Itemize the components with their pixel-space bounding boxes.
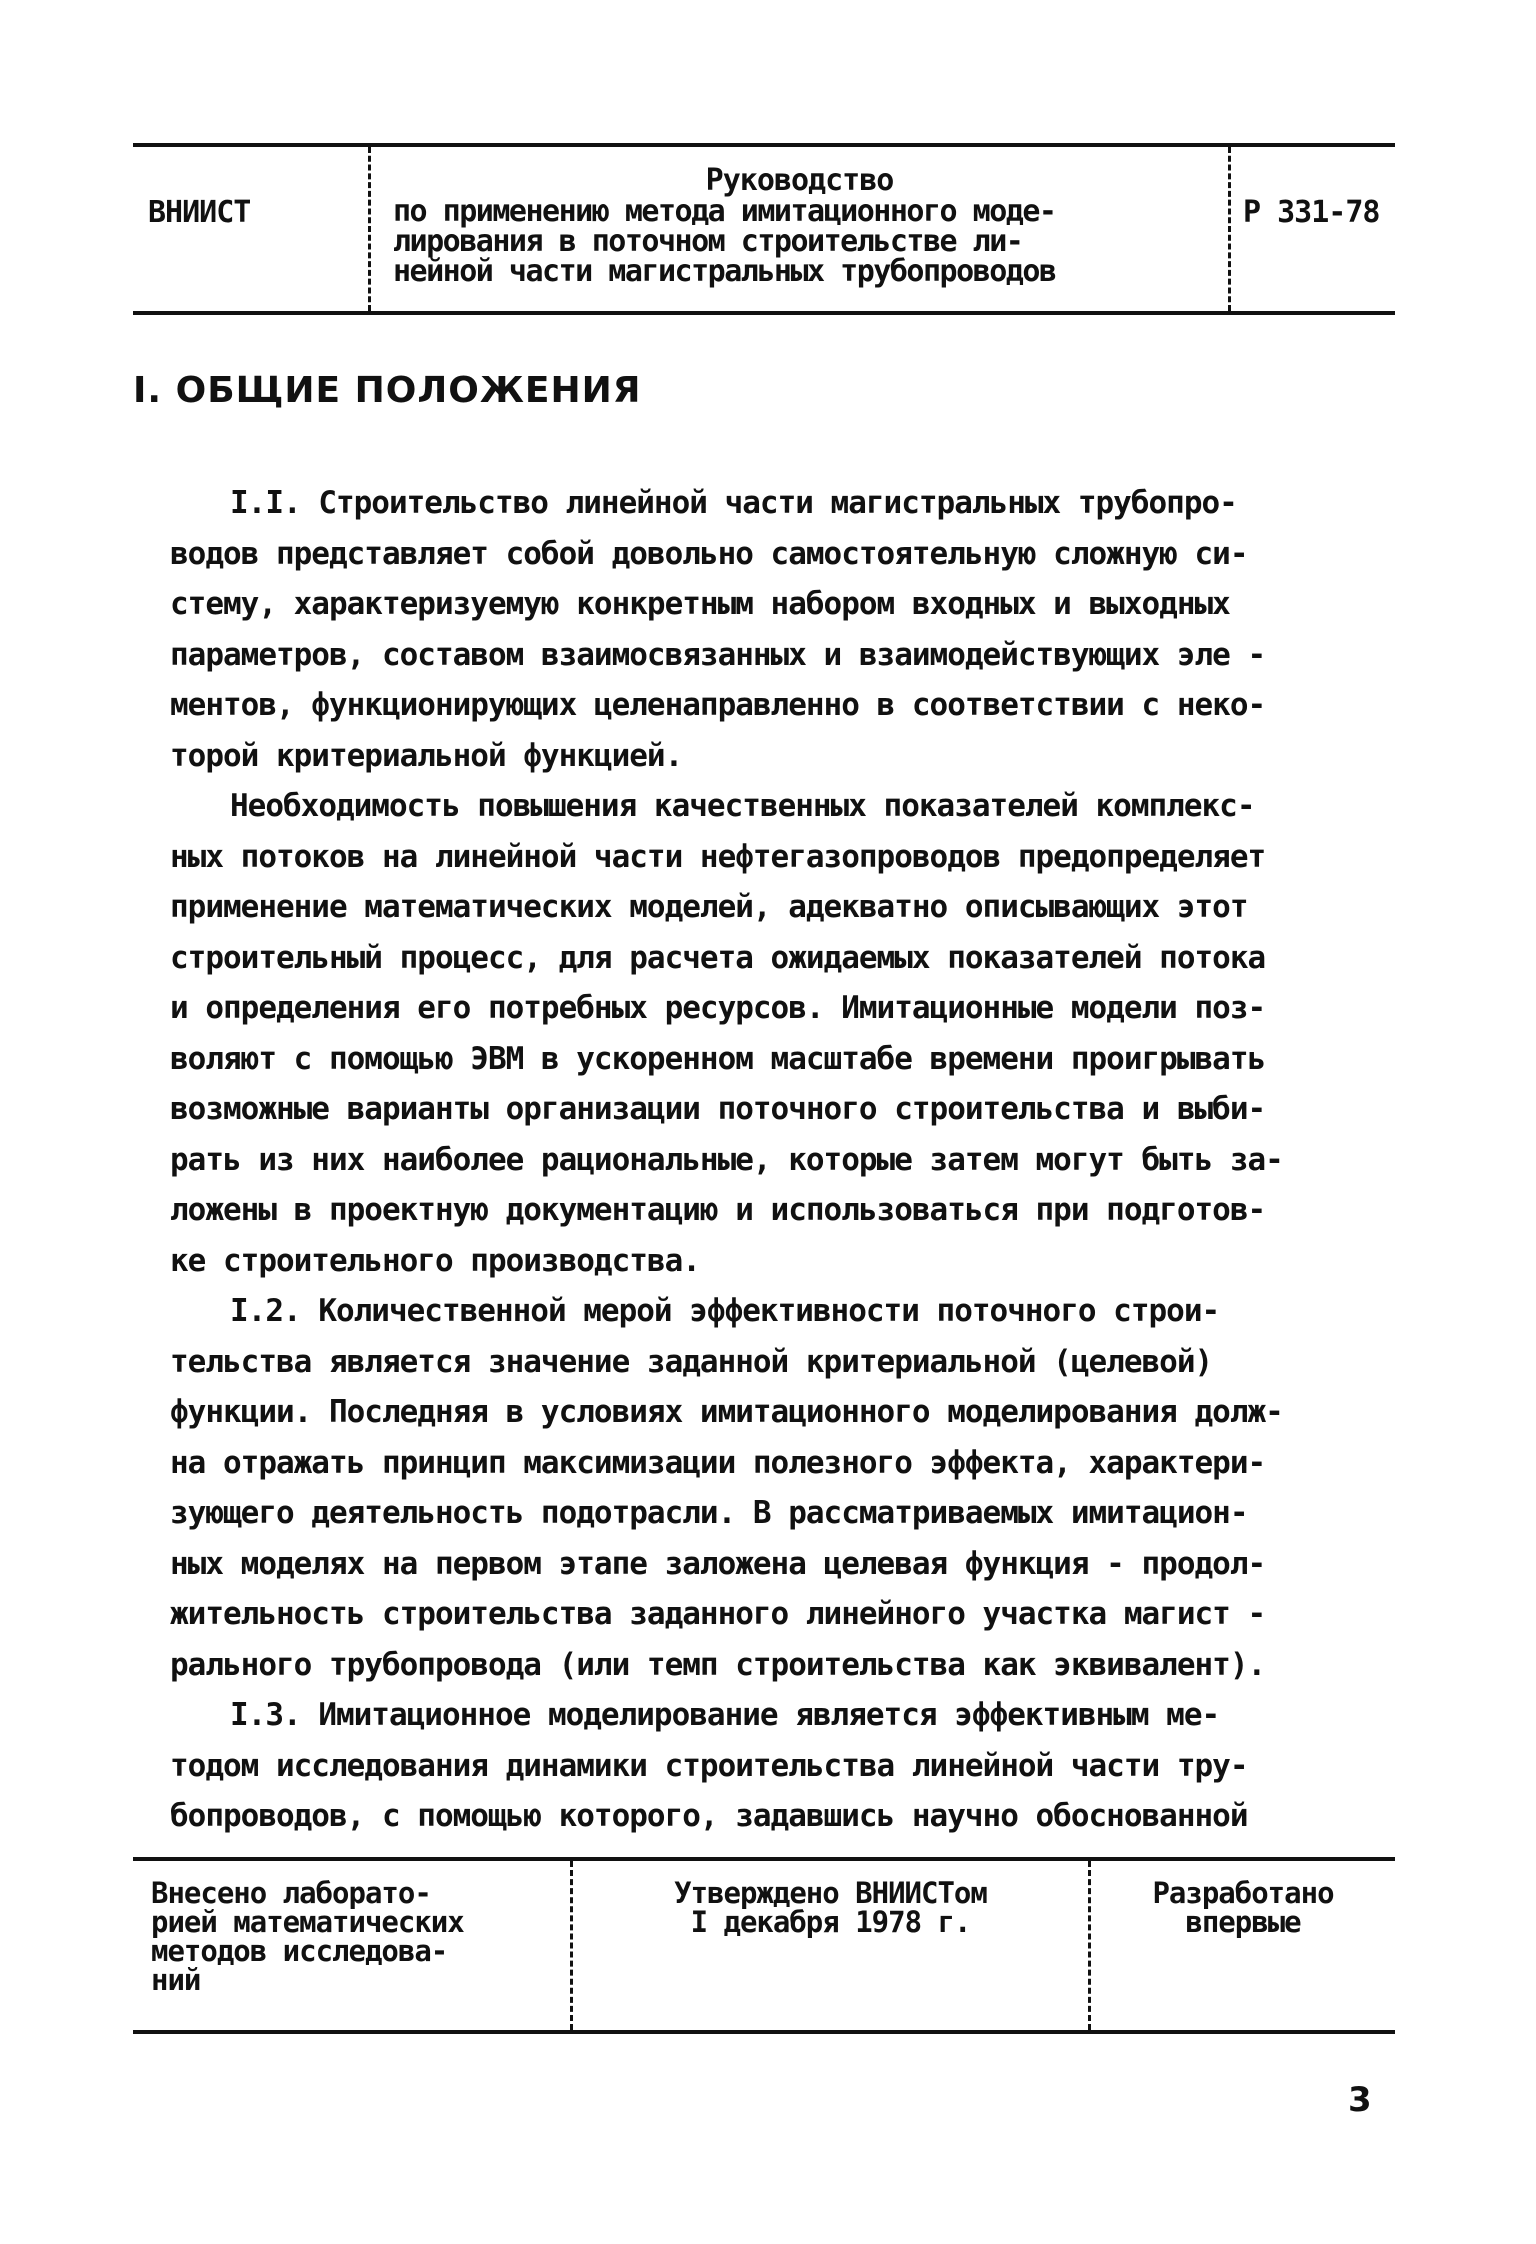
subtitle-line: нейной части магистральных трубопроводов xyxy=(393,254,1056,289)
text-line: возможные варианты организации поточного строительства и выби- xyxy=(170,1091,1266,1127)
header-org-cell xyxy=(133,147,368,311)
text-line: применение математических моделей, адекватно описывающих этот xyxy=(170,889,1248,925)
text-line: ных потоков на линейной части нефтегазопроводов предопределяет xyxy=(170,838,1266,875)
developed-line: Разработано xyxy=(1152,1876,1334,1910)
approved-line: Утверждено ВНИИСТом xyxy=(674,1876,987,1910)
footer-approved-cell xyxy=(570,1861,1091,2030)
text-line: параметров, составом взаимосвязанных и взаимодействующих эле - xyxy=(170,636,1266,673)
introduced-line: методов исследова- xyxy=(151,1934,448,1968)
document-title: Руководство xyxy=(705,163,894,198)
text-line: рального трубопровода (или темп строительства как эквивалент). xyxy=(170,1646,1266,1683)
text-line: рать из них наиболее рациональные, которые затем могут быть за- xyxy=(170,1141,1283,1178)
organization-name: ВНИИСТ xyxy=(148,195,251,230)
introduced-text xyxy=(151,1876,464,1997)
footer-developed-cell xyxy=(1091,1861,1395,2030)
subtitle-line: по применению метода имитационного моде- xyxy=(393,194,1056,229)
text-line: воляют с помощью ЭВМ в ускоренном масштабе времени проигрывать xyxy=(170,1040,1266,1077)
text-line: ложены в проектную документацию и использоваться при подготов- xyxy=(170,1192,1266,1228)
text-line: тельства является значение заданной критериальной (целевой) xyxy=(170,1343,1213,1380)
text-line: торой критериальной функцией. xyxy=(170,737,683,774)
introduced-line: рией математических xyxy=(151,1905,464,1939)
text-line: тодом исследования динамики строительства линейной части тру- xyxy=(170,1747,1248,1784)
footer-introduced-cell xyxy=(133,1861,570,2030)
text-line: ных моделях на первом этапе заложена целевая функция - продол- xyxy=(170,1545,1266,1582)
document-code: Р 331-78 xyxy=(1243,195,1380,230)
text-line: строительный процесс, для расчета ожидаемых показателей потока xyxy=(170,939,1266,976)
section-heading: I. ОБЩИЕ ПОЛОЖЕНИЯ xyxy=(133,370,642,411)
text-line: и определения его потребных ресурсов. Имитационные модели поз- xyxy=(170,990,1266,1026)
page-number: 3 xyxy=(1348,2080,1372,2120)
text-line: Необходимость повышения качественных показателей комплекс- xyxy=(230,788,1255,824)
developed-line: впервые xyxy=(1185,1905,1301,1939)
text-line: жительность строительства заданного линейного участка магист - xyxy=(170,1596,1266,1632)
text-line: на отражать принцип максимизации полезного эффекта, характери- xyxy=(170,1444,1266,1481)
text-line: I.2. Количественной мерой эффективности поточного строи- xyxy=(230,1293,1220,1329)
footer-table xyxy=(133,1857,1395,2034)
header-code-cell xyxy=(1231,147,1395,311)
approved-line: I декабря 1978 г. xyxy=(690,1905,971,1939)
body-text xyxy=(170,478,1400,1842)
approved-text xyxy=(573,1876,1088,1939)
text-line: функции. Последняя в условиях имитационного моделирования долж- xyxy=(170,1394,1283,1430)
text-line: бопроводов, с помощью которого, задавшись научно обоснованной xyxy=(170,1798,1248,1834)
text-line: ментов, функционирующих целенаправленно в соответствии с неко- xyxy=(170,687,1266,723)
text-line: стему, характеризуемую конкретным набором входных и выходных xyxy=(170,586,1230,622)
text-line: ке строительного производства. xyxy=(170,1242,700,1279)
document-subtitle xyxy=(393,194,1222,289)
text-line: водов представляет собой довольно самостоятельную сложную си- xyxy=(170,535,1248,572)
introduced-line: Внесено лаборато- xyxy=(151,1876,431,1910)
introduced-line: ний xyxy=(151,1963,201,1997)
developed-text xyxy=(1091,1876,1395,1939)
subtitle-line: лирования в поточном строительстве ли- xyxy=(393,224,1023,259)
header-title-cell xyxy=(368,147,1231,311)
text-line: I.3. Имитационное моделирование является эффективным ме- xyxy=(230,1697,1220,1733)
text-line: зующего деятельность подотрасли. В рассматриваемых имитацион- xyxy=(170,1495,1248,1531)
header-table xyxy=(133,143,1395,315)
text-line: I.I. Строительство линейной части магистральных трубопро- xyxy=(230,485,1237,521)
